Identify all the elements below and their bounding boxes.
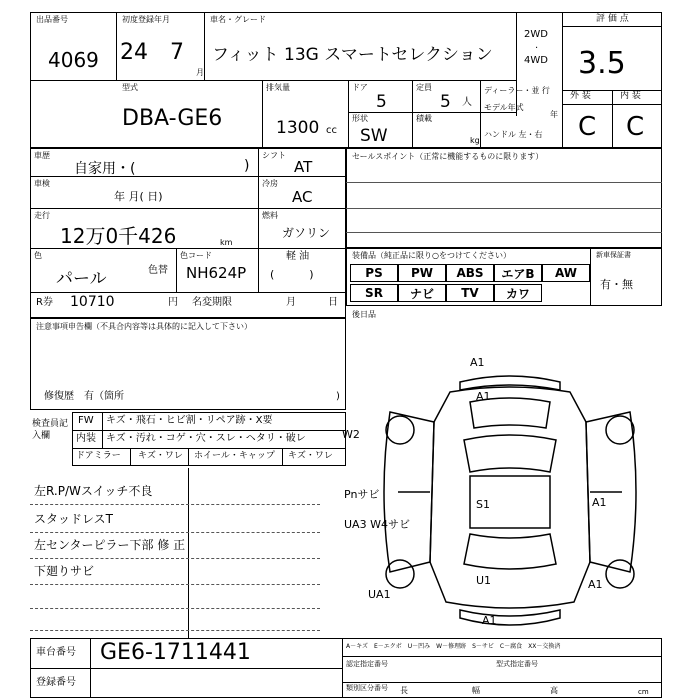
- color-label: 色: [34, 251, 42, 260]
- damage-mark: A1: [588, 578, 603, 591]
- exterior-label: 外 装: [570, 91, 591, 101]
- diesel-parens: ( ): [270, 268, 314, 281]
- mileage-label: 走行: [34, 211, 50, 220]
- handle-label: ハンドル 左・右: [484, 130, 543, 139]
- exhibit-no-label: 出品番号: [36, 15, 68, 24]
- diagram-front-left-wheel: [386, 416, 414, 444]
- color-code-value: NH624P: [186, 264, 247, 282]
- inspector-row3-head: ドアミラー: [76, 451, 121, 461]
- repair-close: ): [336, 391, 340, 402]
- sales-points-box: [346, 148, 662, 248]
- chassis-label: 車台番号: [36, 647, 76, 658]
- door-label: ドア: [352, 83, 368, 92]
- drive-sep: ·: [535, 43, 539, 54]
- name-change-month: 月: [286, 297, 296, 308]
- damage-legend: A－キズ E－エクボ U－凹み W－修理跡 S－サビ C－腐食 XX－交換済: [346, 643, 561, 650]
- yen-unit: 円: [168, 297, 178, 308]
- diagram-rear-right-wheel: [606, 560, 634, 588]
- cc-unit: cc: [326, 125, 337, 136]
- equipment-item: カワ: [494, 284, 542, 302]
- first-reg-year: 24: [120, 40, 148, 65]
- inspection-label: 車検: [34, 179, 50, 188]
- ref3-label: 類別区分番号: [346, 684, 388, 692]
- history-label: 車歴: [34, 151, 50, 160]
- diagram-front-bumper: [460, 376, 560, 390]
- equipment-item: ABS: [446, 264, 494, 282]
- ref2-label: 型式指定番号: [496, 660, 538, 668]
- damage-mark: UA1: [368, 588, 391, 601]
- equipment-item: PS: [350, 264, 398, 282]
- interior-grade: C: [626, 112, 645, 142]
- diagram-rear-left-wheel: [386, 560, 414, 588]
- equipment-item: AW: [542, 264, 590, 282]
- equipment-item: PW: [398, 264, 446, 282]
- displacement-value: 1300: [276, 118, 320, 138]
- diesel-label: 軽 油: [286, 251, 310, 262]
- equipment-item: SR: [350, 284, 398, 302]
- model-year-label: モデル年式: [484, 103, 524, 112]
- score-value: 3.5: [578, 46, 626, 81]
- exterior-grade: C: [578, 112, 597, 142]
- diagram-windshield: [464, 435, 556, 472]
- damage-mark: A1: [470, 356, 485, 369]
- inspector-row2-head: 内装: [76, 433, 96, 444]
- shape-value: SW: [360, 126, 388, 146]
- sales-points-label: セールスポイント（正常に機能するものに限ります）: [352, 152, 544, 161]
- width-label: 幅: [472, 686, 480, 695]
- notice-label: 注意事項申告欄（不具合内容等は具体的に記入して下さい）: [36, 322, 252, 331]
- door-value: 5: [376, 92, 387, 112]
- dealer-label: ディーラー・並 行: [484, 86, 550, 95]
- drive-2wd: 2WD: [524, 29, 548, 40]
- shape-label: 形状: [352, 114, 368, 123]
- equipment-item: エアB: [494, 264, 542, 282]
- ac-value: AC: [292, 188, 313, 206]
- capacity-value: 5: [440, 92, 451, 112]
- month-unit: 月: [196, 68, 204, 77]
- note-line-1: 左R.P/Wスイッチ不良: [34, 484, 153, 498]
- inspector-row1-head: FW: [78, 415, 94, 426]
- inspector-row2-text: キズ・汚れ・コゲ・穴・スレ・ヘタリ・破レ: [106, 433, 306, 444]
- name-change-day: 日: [328, 297, 338, 308]
- recycle-label: R券: [36, 297, 53, 308]
- person-unit: 人: [462, 97, 472, 108]
- exhibit-no: 4069: [48, 48, 99, 72]
- capacity-label: 定員: [416, 83, 432, 92]
- repair-label: 修復歴 有（箇所: [44, 391, 124, 402]
- model-value: DBA-GE6: [122, 106, 223, 131]
- inspection-fields: 年 月( 日): [114, 190, 163, 203]
- damage-mark: UA3 W4サビ: [344, 518, 410, 531]
- equipment-label: 装備品（純正品に限り○をつけてください）: [352, 251, 511, 260]
- name-grade: フィット 13G スマートセレクション: [212, 45, 493, 65]
- damage-mark: U1: [476, 574, 492, 587]
- inspector-label: 検査員記入欄: [32, 419, 69, 441]
- history-paren: ): [244, 158, 250, 174]
- mirror-damage: キズ・ワレ: [138, 451, 183, 461]
- inspector-row1-text: キズ・飛石・ヒビ割・リペア跡・X要: [106, 415, 273, 426]
- first-reg-label: 初度登録年月: [122, 15, 170, 24]
- color-change-label: 色替: [148, 265, 168, 276]
- new-warranty-label: 新車保証書: [596, 251, 631, 259]
- chassis-number: GE6-1711441: [100, 640, 251, 665]
- recycle-value: 10710: [70, 294, 115, 310]
- name-grade-label: 車名・グレード: [210, 15, 266, 24]
- drive-4wd: 4WD: [524, 55, 548, 66]
- equipment-item: ナビ: [398, 284, 446, 302]
- cm-unit: cm: [638, 688, 649, 696]
- note-line-2: スタッドレスT: [34, 512, 113, 526]
- diagram-rear-window: [464, 534, 556, 569]
- diagram-rear-bumper: [460, 610, 560, 625]
- aftermarket-label: 後日品: [352, 310, 376, 319]
- mileage-value: 12万0千426: [60, 224, 177, 248]
- height-label: 高: [550, 686, 558, 695]
- color-value: パール: [56, 269, 107, 289]
- year-unit: 年: [550, 110, 558, 119]
- equipment-item: TV: [446, 284, 494, 302]
- damage-mark: W2: [342, 428, 360, 441]
- name-change-label: 名変期限: [192, 297, 232, 308]
- fuel-label: 燃料: [262, 211, 278, 220]
- model-label: 型式: [122, 83, 138, 92]
- load-label: 積載: [416, 114, 432, 123]
- history-value: 自家用・(: [74, 161, 136, 177]
- km-unit: km: [220, 238, 233, 247]
- damage-mark: A1: [592, 496, 607, 509]
- first-reg-month: 7: [170, 40, 184, 65]
- length-label: 長: [400, 686, 408, 695]
- warranty-value: 有・無: [600, 278, 633, 291]
- auction-sheet: [30, 12, 662, 698]
- color-code-label: 色コード: [180, 251, 212, 260]
- damage-mark: A1: [482, 614, 497, 627]
- diagram-front-right-wheel: [606, 416, 634, 444]
- shift-value: AT: [294, 158, 313, 176]
- damage-mark: Pnサビ: [344, 488, 380, 501]
- damage-mark: S1: [476, 498, 490, 511]
- ac-label: 冷房: [262, 179, 278, 188]
- diagram-body-outline: [430, 387, 590, 608]
- note-line-4: 下廻りサビ: [34, 564, 95, 578]
- car-damage-diagram: [360, 352, 660, 642]
- ref1-label: 認定指定番号: [346, 660, 388, 668]
- reg-label: 登録番号: [36, 677, 76, 688]
- displacement-label: 排気量: [266, 83, 290, 92]
- kg-unit: kg: [470, 136, 480, 145]
- note-line-3: 左センターピラー下部 修 正: [34, 538, 186, 552]
- shift-label: シフト: [262, 151, 286, 160]
- score-label: 評 価 点: [596, 14, 629, 24]
- interior-label: 内 装: [620, 91, 641, 101]
- fuel-value: ガソリン: [282, 226, 331, 240]
- wheel-cap-label: ホイール・キャップ: [194, 451, 275, 461]
- wheel-damage: キズ・ワレ: [288, 451, 333, 461]
- damage-mark: A1: [476, 390, 491, 403]
